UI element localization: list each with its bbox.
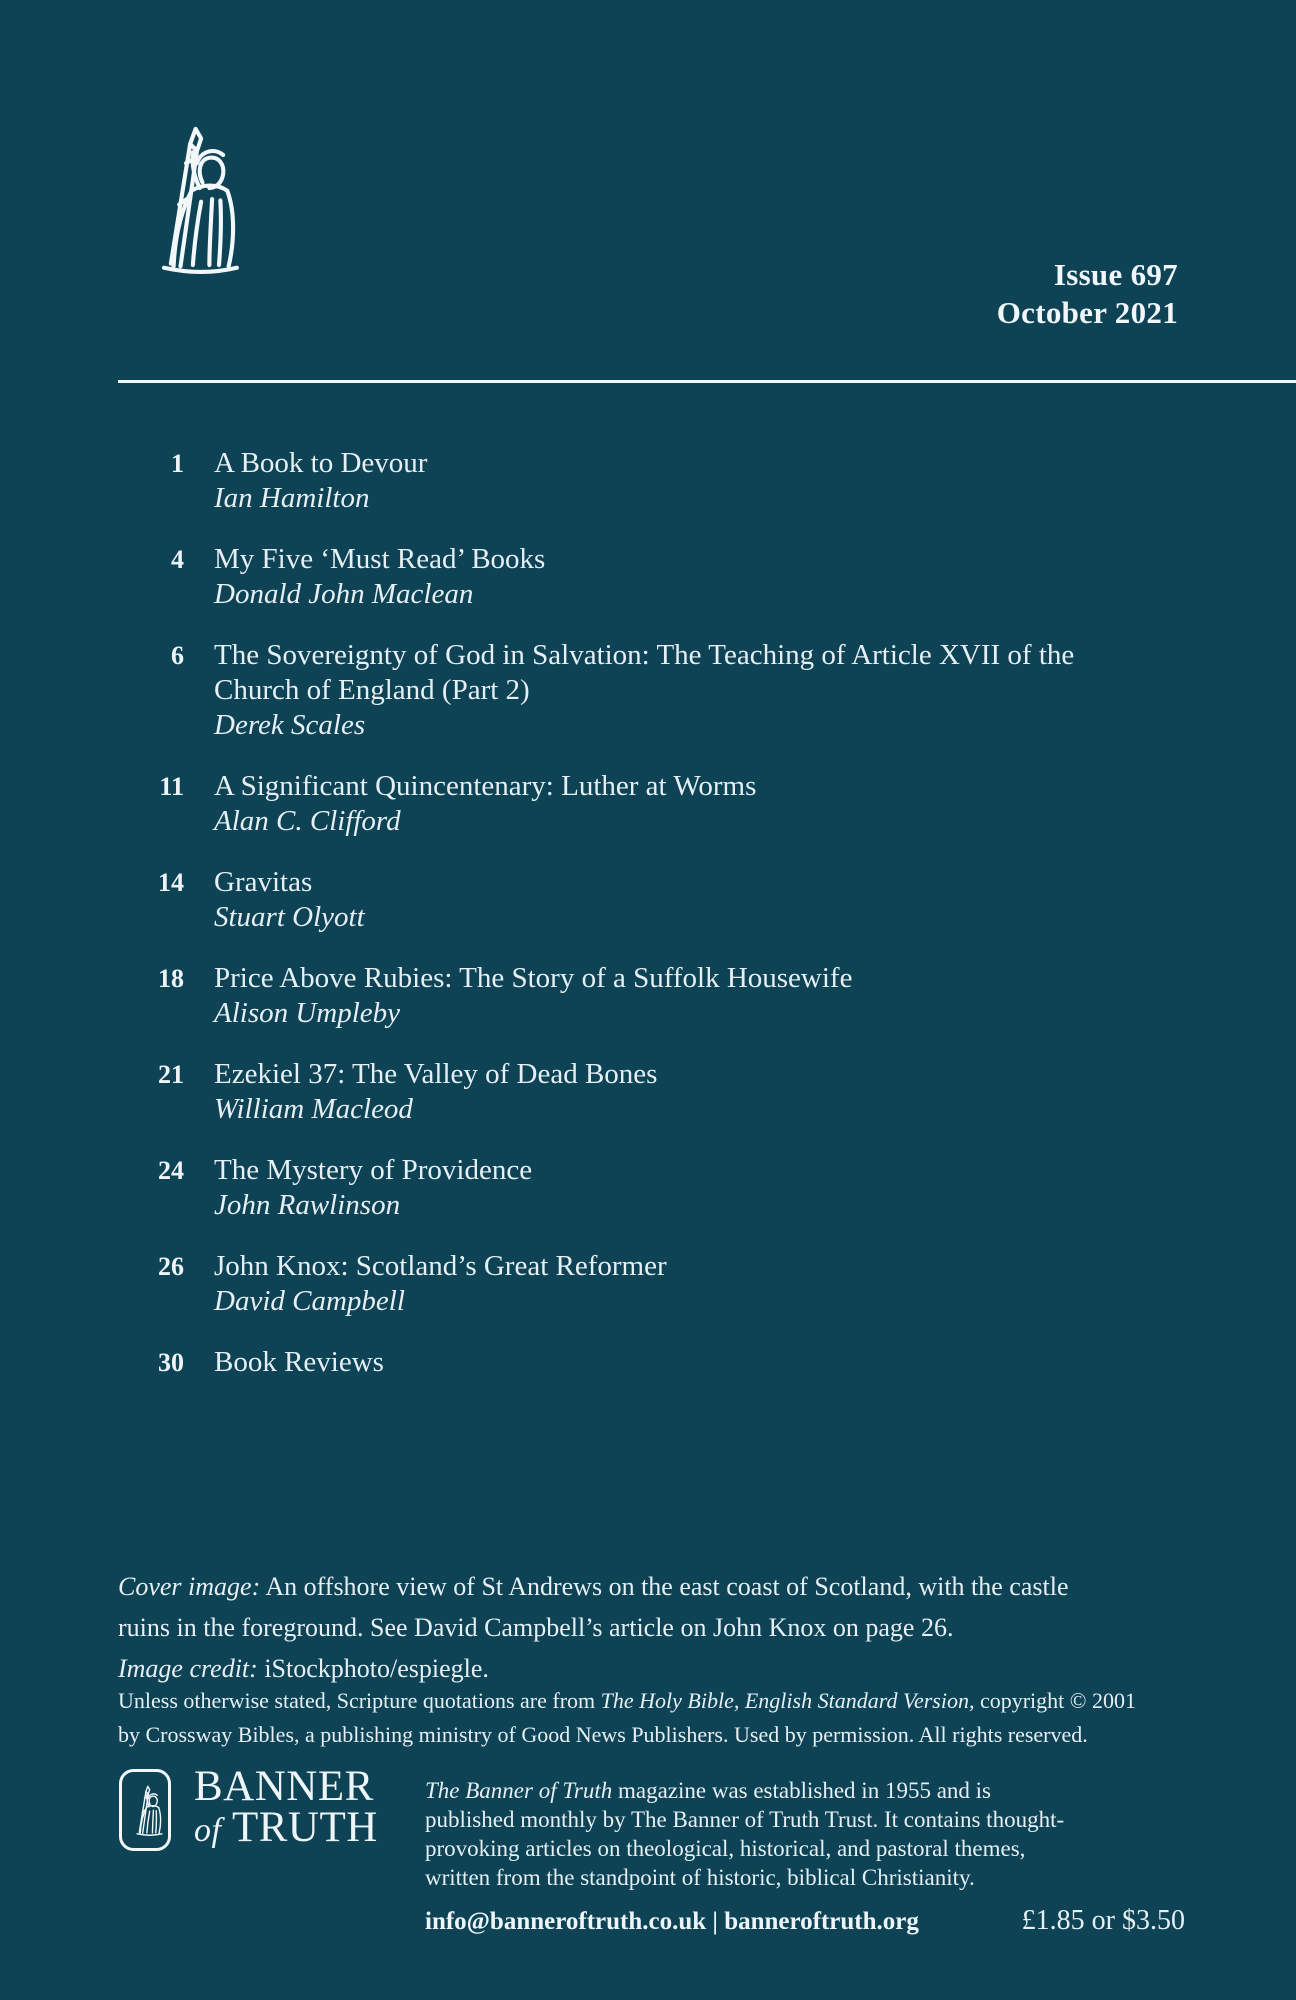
toc-author: Alan C. Clifford: [214, 805, 401, 837]
toc-entry: [118, 961, 1180, 1031]
image-credit-label: Image credit:: [118, 1654, 258, 1683]
wordmark-line2: of TRUTH: [194, 1804, 378, 1851]
toc-entry: [118, 865, 1180, 935]
about-line: The Banner of Truth magazine was established in 1955 and is: [425, 1778, 991, 1803]
scripture-notice-line: by Crossway Bibles, a publishing ministry of Good News Publishers. Used by permission. All rights reserved.: [118, 1722, 1088, 1747]
toc-entry: [118, 1345, 1180, 1380]
toc-page-number: 1: [171, 449, 184, 478]
toc-page-number: 21: [158, 1060, 184, 1089]
about-line: written from the standpoint of historic, biblical Christianity.: [425, 1865, 975, 1890]
cover-image-label: Cover image:: [118, 1572, 261, 1601]
about-line: published monthly by The Banner of Truth Trust. It contains thought-: [425, 1807, 1065, 1832]
toc-title: Ezekiel 37: The Valley of Dead Bones: [214, 1058, 658, 1090]
toc-title: Book Reviews: [214, 1346, 384, 1378]
toc-page-number: 26: [158, 1252, 184, 1281]
toc-author: John Rawlinson: [214, 1189, 401, 1221]
toc-page-number: 14: [158, 868, 184, 897]
cover-note-line: ruins in the foreground. See David Campbell’s article on John Knox on page 26.: [118, 1613, 954, 1642]
price: £1.85 or $3.50: [1021, 1905, 1185, 1936]
toc-author: Donald John Maclean: [214, 578, 474, 610]
toc-entry: [118, 446, 1180, 516]
toc-author: Derek Scales: [214, 709, 366, 741]
toc-title: My Five ‘Must Read’ Books: [214, 543, 546, 575]
email-address: info@banneroftruth.co.uk: [425, 1908, 707, 1935]
banner-of-truth-statue-icon: [116, 122, 256, 276]
table-of-contents: [118, 446, 1180, 1406]
toc-entry: [118, 542, 1180, 612]
cover-note-line: [118, 1566, 1069, 1607]
about-paragraph: [425, 1776, 1064, 1892]
wordmark-line1: BANNER: [194, 1763, 374, 1810]
toc-author: Alison Umpleby: [214, 997, 401, 1029]
bible-title: The Holy Bible, English Standard Version,: [600, 1688, 975, 1713]
toc-page-number: 4: [171, 545, 184, 574]
issue-number: Issue 697: [1053, 257, 1178, 292]
toc-page-number: 18: [158, 964, 184, 993]
cover-image-text: An offshore view of St Andrews on the east coast of Scotland, with the castle: [260, 1572, 1069, 1601]
image-credit-text: iStockphoto/espiegle.: [257, 1654, 489, 1683]
toc-entry: [118, 1057, 1180, 1127]
footer-brand: [118, 1763, 378, 1852]
toc-page-number: 11: [159, 772, 184, 801]
banner-of-truth-emblem-icon: [118, 1768, 172, 1852]
toc-entry: [118, 769, 1180, 839]
cover-note: [118, 1566, 1069, 1689]
toc-entry: [118, 638, 1180, 743]
toc-entry: [118, 1153, 1180, 1223]
contact-line: [425, 1908, 919, 1936]
separator-bar: |: [712, 1908, 718, 1935]
scripture-notice-line: Unless otherwise stated, Scripture quotations are from The Holy Bible, English Standard Version, copyright © 2001: [118, 1688, 1136, 1713]
issue-date: October 2021: [996, 295, 1178, 330]
toc-page-number: 6: [171, 641, 184, 670]
magazine-title: The Banner of Truth: [425, 1778, 613, 1803]
toc-author: Stuart Olyott: [214, 901, 365, 933]
toc-title: Gravitas: [214, 866, 313, 898]
toc-title: John Knox: Scotland’s Great Reformer: [214, 1250, 667, 1282]
toc-title: A Significant Quincentenary: Luther at Worms: [214, 770, 757, 802]
toc-author: Ian Hamilton: [214, 482, 370, 514]
toc-page-number: 30: [158, 1348, 184, 1377]
toc-author: William Macleod: [214, 1093, 413, 1125]
about-line: provoking articles on theological, historical, and pastoral themes,: [425, 1836, 1026, 1861]
issue-block: [997, 256, 1178, 332]
toc-author: David Campbell: [214, 1285, 405, 1317]
toc-page-number: 24: [158, 1156, 184, 1185]
website-url: banneroftruth.org: [724, 1908, 919, 1935]
toc-title: A Book to Devour: [214, 447, 428, 479]
toc-title: Price Above Rubies: The Story of a Suffolk Housewife: [214, 962, 853, 994]
contact-row: [425, 1905, 1185, 1937]
scripture-notice: [118, 1684, 1136, 1752]
toc-title: The Sovereignty of God in Salvation: The Teaching of Article XVII of the Church of England (Part 2): [214, 639, 1075, 706]
toc-entry: [118, 1249, 1180, 1319]
divider-rule: [118, 380, 1296, 383]
footer-wordmark: [194, 1763, 378, 1851]
cover-note-line: [118, 1648, 1069, 1689]
toc-title: The Mystery of Providence: [214, 1154, 533, 1186]
